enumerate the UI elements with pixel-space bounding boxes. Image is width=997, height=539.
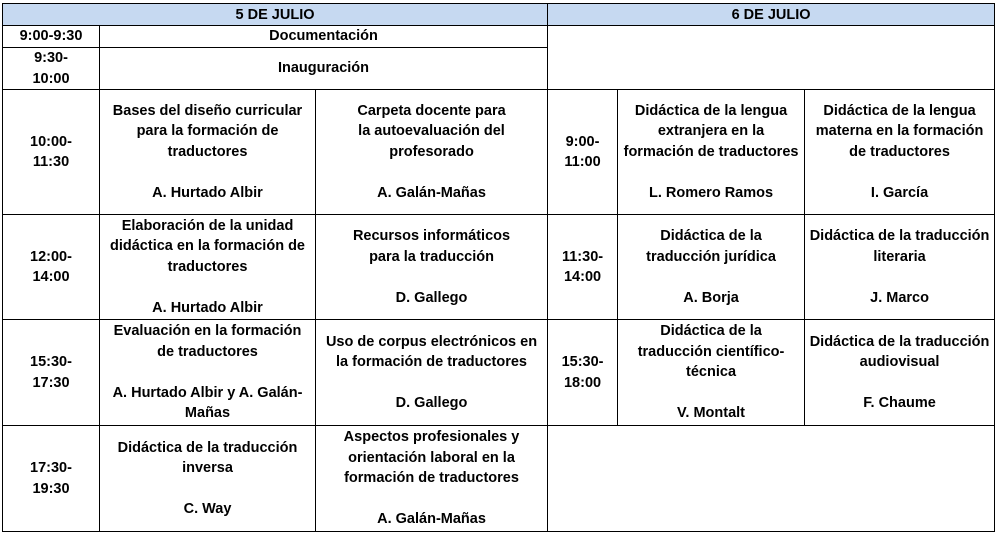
- session-title: Didáctica de la traducción jurídica: [646, 228, 776, 265]
- session-speaker: A. Hurtado Albir: [152, 184, 263, 201]
- session-inauguration: Inauguración: [100, 48, 548, 90]
- session-speaker: F. Chaume: [863, 395, 936, 411]
- session-cell: [100, 426, 316, 532]
- time-slot: [3, 48, 100, 90]
- day1-header: 5 DE JULIO: [3, 4, 548, 26]
- time-slot: [3, 426, 100, 532]
- time-label: 15:30-18:00: [561, 354, 604, 391]
- time-slot: [548, 320, 618, 426]
- time-slot: [3, 90, 100, 215]
- time-label: 11:30-14:00: [561, 248, 604, 285]
- session-cell: [805, 90, 995, 215]
- session-speaker: A. Borja: [683, 289, 739, 306]
- session-title: Didáctica de la traducción literaria: [809, 228, 990, 265]
- session-speaker: A. Galán-Mañas: [377, 184, 486, 201]
- time-slot: [548, 215, 618, 320]
- schedule-table: [2, 3, 995, 532]
- empty-cell: [548, 26, 995, 90]
- session-cell: [316, 426, 548, 532]
- session-documentation: Documentación: [100, 26, 548, 48]
- session-cell: [316, 90, 548, 215]
- session-speaker: A. Hurtado Albir: [152, 299, 263, 316]
- session-title: Didáctica de la traducción audiovisual: [809, 333, 990, 370]
- session-speaker: I. García: [870, 184, 929, 201]
- session-cell: [618, 320, 805, 426]
- session-title: Evaluación en la formación de traductores: [113, 323, 302, 360]
- time-slot: [548, 90, 618, 215]
- session-cell: [805, 320, 995, 426]
- time-slot: 9:00-9:30: [3, 26, 100, 48]
- session-title: Carpeta docente para la autoevaluación del profesorado: [357, 102, 506, 160]
- session-title: Aspectos profesionales y orientación laboral en la formación de traductores: [343, 429, 520, 487]
- session-speaker: A. Hurtado Albir y A. Galán-Mañas: [112, 384, 303, 422]
- time-label: 9:30-10:00: [32, 50, 70, 87]
- session-title: Bases del diseño curricular para la formación de traductores: [112, 102, 303, 160]
- session-speaker: D. Gallego: [395, 395, 468, 411]
- session-speaker: J. Marco: [870, 289, 929, 306]
- session-title: Didáctica de la lengua materna en la formación de traductores: [815, 102, 984, 160]
- session-title: Didáctica de la traducción científico-técnica: [637, 323, 785, 381]
- session-title: Didáctica de la traducción inversa: [117, 439, 298, 476]
- session-cell: [618, 215, 805, 320]
- time-label: 17:30-19:30: [30, 460, 72, 497]
- time-label: 10:00-11:30: [30, 133, 72, 170]
- session-cell: [805, 215, 995, 320]
- day2-header: 6 DE JULIO: [548, 4, 995, 26]
- session-title: Didáctica de la lengua extranjera en la formación de traductores: [623, 102, 799, 160]
- session-speaker: A. Galán-Mañas: [377, 511, 486, 528]
- time-label: 9:00-11:00: [564, 133, 601, 170]
- empty-cell: [548, 426, 995, 532]
- time-label: 12:00-14:00: [30, 248, 72, 285]
- session-speaker: V. Montalt: [677, 405, 745, 422]
- session-title: Elaboración de la unidad didáctica en la formación de traductores: [110, 217, 305, 275]
- session-cell: [618, 90, 805, 215]
- time-slot: [3, 215, 100, 320]
- time-label: 15:30-17:30: [30, 354, 72, 391]
- session-cell: [100, 320, 316, 426]
- session-speaker: C. Way: [183, 501, 232, 517]
- session-cell: [316, 320, 548, 426]
- session-title: Recursos informáticos para la traducción: [352, 228, 511, 265]
- session-speaker: L. Romero Ramos: [648, 184, 774, 201]
- session-title: Uso de corpus electrónicos en la formación de traductores: [325, 333, 538, 370]
- session-cell: [100, 90, 316, 215]
- session-cell: [316, 215, 548, 320]
- session-cell: [100, 215, 316, 320]
- time-slot: [3, 320, 100, 426]
- session-speaker: D. Gallego: [395, 289, 468, 306]
